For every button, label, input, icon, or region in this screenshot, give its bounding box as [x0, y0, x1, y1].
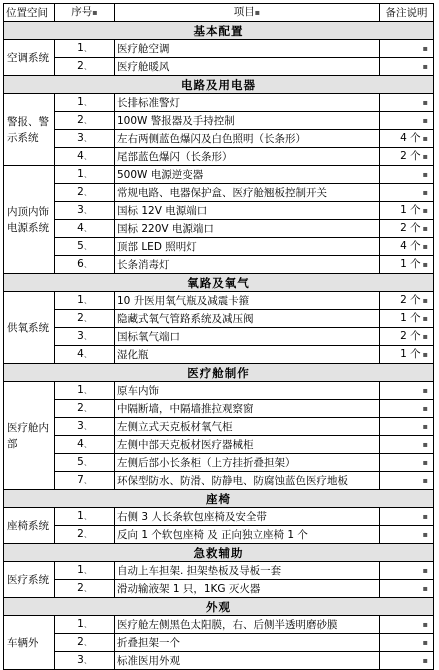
row-number: 3、	[55, 652, 115, 670]
item-note: 2 个 ▪	[380, 292, 434, 310]
item-note: ▪	[380, 436, 434, 454]
table-row	[4, 382, 434, 400]
item-text: 左侧中部天克板材医疗器械柜	[115, 436, 380, 454]
table-row	[4, 454, 434, 472]
table-row	[4, 652, 434, 670]
row-number: 1、	[55, 166, 115, 184]
row-number: 2、	[55, 634, 115, 652]
item-text: 国标氧气端口	[115, 328, 380, 346]
item-text: 尾部蓝色爆闪（长条形）	[115, 148, 380, 166]
row-number: 2、	[55, 310, 115, 328]
item-text: 国标 220V 电源端口	[115, 220, 380, 238]
item-text: 医疗舱暖风	[115, 58, 380, 76]
row-number: 4、	[55, 148, 115, 166]
item-text: 右侧 3 人长条软包座椅及安全带	[115, 508, 380, 526]
group-name: 医疗系统	[4, 562, 55, 598]
row-number: 5、	[55, 454, 115, 472]
section-header-row	[4, 274, 434, 292]
item-text: 自动上车担架. 担架垫板及导板一套	[115, 562, 380, 580]
item-note: ▪	[380, 418, 434, 436]
section-title: 医疗舱制作	[4, 364, 434, 382]
section-title: 急救辅助	[4, 544, 434, 562]
item-text: 医疗舱左侧黑色太阳膜，右、后侧半透明磨砂膜	[115, 616, 380, 634]
item-note: 4 个 ▪	[380, 238, 434, 256]
group-name: 供氧系统	[4, 292, 55, 364]
item-text: 500W 电源逆变器	[115, 166, 380, 184]
row-number: 2、	[55, 400, 115, 418]
item-text: 湿化瓶	[115, 346, 380, 364]
item-note: ▪	[380, 184, 434, 202]
item-text: 顶部 LED 照明灯	[115, 238, 380, 256]
table-row	[4, 58, 434, 76]
header-seq: 序号▪	[55, 4, 115, 22]
item-text: 100W 警报器及手持控制	[115, 112, 380, 130]
item-note: 1 个 ▪	[380, 256, 434, 274]
table-row	[4, 472, 434, 490]
section-header-row	[4, 490, 434, 508]
item-text: 隐藏式氧气管路系统及减压阀	[115, 310, 380, 328]
item-text: 标准医用外观	[115, 652, 380, 670]
section-header-row	[4, 544, 434, 562]
item-note: 2 个 ▪	[380, 148, 434, 166]
table-row	[4, 238, 434, 256]
item-text: 10 升医用氧气瓶及减震卡箍	[115, 292, 380, 310]
table-row	[4, 184, 434, 202]
item-note: ▪	[380, 94, 434, 112]
item-text: 医疗舱空调	[115, 40, 380, 58]
section-header-row	[4, 598, 434, 616]
item-note: ▪	[380, 526, 434, 544]
header-item: 项目▪	[115, 4, 380, 22]
item-note: ▪	[380, 652, 434, 670]
item-text: 中隔断墙，中隔墙推拉观察窗	[115, 400, 380, 418]
row-number: 6、	[55, 256, 115, 274]
table-row	[4, 112, 434, 130]
item-text: 左侧后部小长条柜（上方挂折叠担架）	[115, 454, 380, 472]
table-row	[4, 148, 434, 166]
item-text: 常规电路、电器保护盒、医疗舱翘板控制开关	[115, 184, 380, 202]
group-name: 空调系统	[4, 40, 55, 76]
section-title: 电路及用电器	[4, 76, 434, 94]
item-note: 2 个 ▪	[380, 220, 434, 238]
table-row	[4, 580, 434, 598]
row-number: 1、	[55, 292, 115, 310]
row-number: 5、	[55, 238, 115, 256]
item-note: ▪	[380, 382, 434, 400]
item-note: ▪	[380, 508, 434, 526]
item-note: ▪	[380, 580, 434, 598]
row-number: 1、	[55, 616, 115, 634]
row-number: 1、	[55, 382, 115, 400]
table-header-row	[4, 4, 434, 22]
group-name: 警报、警示系统	[4, 94, 55, 166]
item-note: ▪	[380, 472, 434, 490]
row-number: 1、	[55, 94, 115, 112]
row-number: 4、	[55, 436, 115, 454]
row-number: 2、	[55, 58, 115, 76]
row-number: 7、	[55, 472, 115, 490]
row-number: 2、	[55, 184, 115, 202]
table-row	[4, 418, 434, 436]
section-title: 基本配置	[4, 22, 434, 40]
item-text: 长条消毒灯	[115, 256, 380, 274]
item-text: 折叠担架一个	[115, 634, 380, 652]
group-name: 车辆外	[4, 616, 55, 670]
row-number: 4、	[55, 346, 115, 364]
item-note: ▪	[380, 112, 434, 130]
table-row	[4, 310, 434, 328]
item-note: ▪	[380, 454, 434, 472]
table-row	[4, 256, 434, 274]
group-name: 座椅系统	[4, 508, 55, 544]
table-row	[4, 508, 434, 526]
row-number: 1、	[55, 508, 115, 526]
item-note: ▪	[380, 616, 434, 634]
header-note: 备注说明	[380, 4, 434, 22]
header-position: 位置空间	[4, 4, 55, 22]
item-text: 环保型防水、防滑、防静电、防腐蚀蓝色医疗地板	[115, 472, 380, 490]
row-number: 2、	[55, 526, 115, 544]
row-number: 3、	[55, 202, 115, 220]
row-number: 3、	[55, 418, 115, 436]
table-row	[4, 526, 434, 544]
table-row	[4, 202, 434, 220]
table-row	[4, 562, 434, 580]
table-row	[4, 94, 434, 112]
row-number: 2、	[55, 112, 115, 130]
section-title: 座椅	[4, 490, 434, 508]
table-row	[4, 40, 434, 58]
item-note: 1 个 ▪	[380, 202, 434, 220]
item-text: 左右两侧蓝色爆闪及白色照明（长条形）	[115, 130, 380, 148]
section-header-row	[4, 76, 434, 94]
item-note: 1 个 ▪	[380, 310, 434, 328]
item-text: 国标 12V 电源端口	[115, 202, 380, 220]
row-number: 1、	[55, 562, 115, 580]
table-row	[4, 346, 434, 364]
item-text: 长排标准警灯	[115, 94, 380, 112]
item-note: ▪	[380, 58, 434, 76]
table-row	[4, 220, 434, 238]
group-name: 医疗舱内部	[4, 382, 55, 490]
row-number: 1、	[55, 40, 115, 58]
table-row	[4, 130, 434, 148]
item-note: ▪	[380, 634, 434, 652]
table-row	[4, 292, 434, 310]
section-title: 氧路及氧气	[4, 274, 434, 292]
section-header-row	[4, 364, 434, 382]
group-name: 内顶内饰电源系统	[4, 166, 55, 274]
section-header-row	[4, 22, 434, 40]
section-title: 外观	[4, 598, 434, 616]
item-note: ▪	[380, 40, 434, 58]
table-row	[4, 166, 434, 184]
row-number: 3、	[55, 328, 115, 346]
item-note: ▪	[380, 400, 434, 418]
table-row	[4, 328, 434, 346]
config-table	[3, 3, 434, 670]
table-row	[4, 400, 434, 418]
table-row	[4, 436, 434, 454]
item-note: 2 个 ▪	[380, 328, 434, 346]
item-note: 4 个 ▪	[380, 130, 434, 148]
config-table-body	[4, 4, 434, 670]
item-text: 滑动输液架 1 只，1KG 灭火器	[115, 580, 380, 598]
item-note: 1 个 ▪	[380, 346, 434, 364]
row-number: 4、	[55, 220, 115, 238]
item-text: 反向 1 个软包座椅 及 正向独立座椅 1 个	[115, 526, 380, 544]
item-note: ▪	[380, 166, 434, 184]
item-text: 左侧立式天克板材氧气柜	[115, 418, 380, 436]
item-note: ▪	[380, 562, 434, 580]
row-number: 2、	[55, 580, 115, 598]
item-text: 原车内饰	[115, 382, 380, 400]
table-row	[4, 616, 434, 634]
row-number: 3、	[55, 130, 115, 148]
